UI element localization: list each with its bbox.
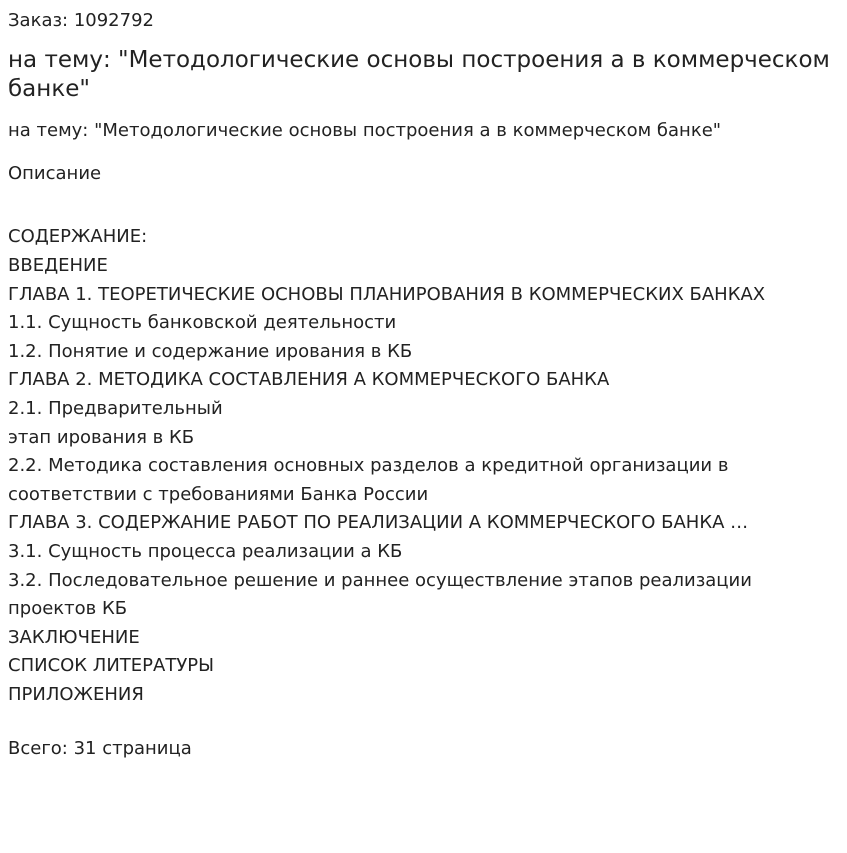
toc-item-section-2-2: 2.2. Методика составления основных разделов а кредитной организации в соответствии с требованиями Банка России [8, 455, 729, 505]
toc-item-chapter-3: ГЛАВА 3. СОДЕРЖАНИЕ РАБОТ ПО РЕАЛИЗАЦИИ А КОММЕРЧЕСКОГО БАНКА … [8, 512, 749, 534]
toc-item-chapter-1: ГЛАВА 1. ТЕОРЕТИЧЕСКИЕ ОСНОВЫ ПЛАНИРОВАНИЯ В КОММЕРЧЕСКИХ БАНКАХ [8, 283, 766, 305]
toc-item-section-3-2: 3.2. Последовательное решение и раннее осуществление этапов реализации проектов КБ [8, 569, 752, 620]
toc-item-chapter-2: ГЛАВА 2. МЕТОДИКА СОСТАВЛЕНИЯ А КОММЕРЧЕСКОГО БАНКА [8, 369, 610, 391]
toc-item-conclusion: ЗАКЛЮЧЕНИЕ [8, 626, 140, 648]
toc-item-section-2-1-continuation: этап ирования в КБ [8, 426, 195, 448]
toc-item-contents-heading: СОДЕРЖАНИЕ: [8, 226, 148, 248]
total-pages: Всего: 31 страница [8, 737, 192, 759]
toc-item-appendices: ПРИЛОЖЕНИЯ [8, 683, 144, 705]
document-title: на тему: "Методологические основы построения а в коммерческом банке" [8, 47, 830, 102]
table-of-contents [8, 223, 839, 709]
toc-item-bibliography: СПИСОК ЛИТЕРАТУРЫ [8, 655, 215, 677]
document-subtitle: на тему: "Методологические основы построения а в коммерческом банке" [8, 120, 722, 142]
order-number: Заказ: 1092792 [8, 10, 154, 31]
toc-item-introduction: ВВЕДЕНИЕ [8, 255, 108, 276]
description-label: Описание [8, 163, 102, 185]
toc-item-section-1-1: 1.1. Сущность банковской деятельности [8, 312, 397, 334]
toc-item-section-3-1: 3.1. Сущность процесса реализации а КБ [8, 540, 403, 562]
toc-item-section-1-2: 1.2. Понятие и содержание ирования в КБ [8, 340, 413, 362]
document-page [8, 0, 839, 761]
toc-item-section-2-1: 2.1. Предварительный [8, 397, 223, 419]
